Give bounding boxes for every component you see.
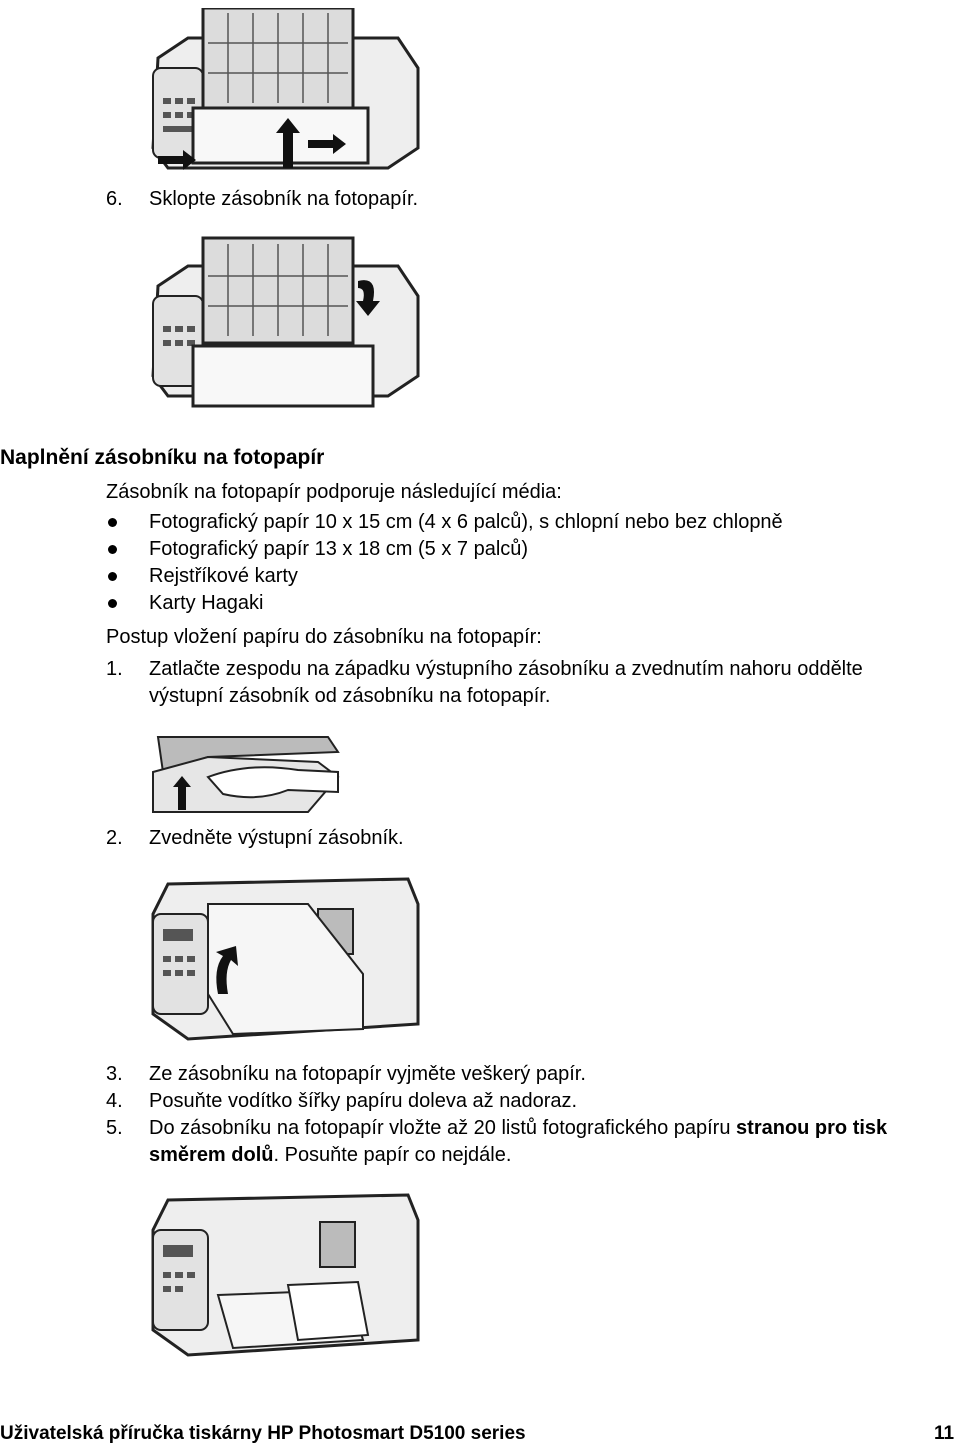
bullet-item: Karty Hagaki (149, 592, 264, 614)
output-tray-lifted-illustration (148, 874, 423, 1044)
procedure-intro: Postup vložení papíru do zásobníku na fotopapír: (106, 626, 542, 648)
printer-illustration-tray-out (148, 8, 423, 178)
bullet-item: Fotografický papír 13 x 18 cm (5 x 7 palců) (149, 538, 529, 560)
step-5-text-line1 (149, 1115, 887, 1142)
step-5-text-line2 (149, 1142, 511, 1169)
step-5-text-bold: směrem dolů (149, 1144, 274, 1166)
step-2-text: Zvedněte výstupní zásobník. (149, 827, 404, 849)
step-5-text-regular: Do zásobníku na fotopapír vložte až 20 listů fotografického papíru (149, 1117, 737, 1139)
bullet-dot (108, 518, 117, 527)
step-5-text-regular: . Posuňte papír co nejdále. (273, 1144, 512, 1166)
step-1-number: 1. (106, 658, 123, 680)
bullet-dot (108, 599, 117, 608)
footer-title: Uživatelská příručka tiskárny HP Photosmart D5100 series (0, 1423, 526, 1444)
section-heading: Naplnění zásobníku na fotopapír (0, 446, 325, 469)
paper-loaded-illustration (148, 1190, 423, 1360)
step-4-text: Posuňte vodítko šířky papíru doleva až nadoraz. (149, 1090, 578, 1112)
bullet-item: Fotografický papír 10 x 15 cm (4 x 6 palců), s chlopní nebo bez chlopně (149, 511, 783, 533)
step-5-number: 5. (106, 1117, 123, 1139)
step-5-text-bold: stranou pro tisk (736, 1117, 888, 1139)
step-4-number: 4. (106, 1090, 123, 1112)
bullet-item: Rejstříkové karty (149, 565, 298, 587)
step-3-text: Ze zásobníku na fotopapír vyjměte veškerý papír. (149, 1063, 586, 1085)
step-6-text: Sklopte zásobník na fotopapír. (149, 188, 419, 210)
step-2-number: 2. (106, 827, 123, 849)
step-6-number: 6. (106, 188, 123, 210)
step-1-text-line2: výstupní zásobník od zásobníku na fotopapír. (149, 685, 551, 707)
step-1-text-line1: Zatlačte zespodu na západku výstupního zásobníku a zvednutím nahoru oddělte (149, 658, 863, 680)
bullet-dot (108, 545, 117, 554)
printer-illustration-tray-folded (148, 236, 423, 416)
bullet-dot (108, 572, 117, 581)
page-number: 11 (934, 1423, 955, 1444)
latch-illustration (148, 732, 343, 817)
step-3-number: 3. (106, 1063, 123, 1085)
section-intro: Zásobník na fotopapír podporuje následující média: (106, 481, 562, 503)
